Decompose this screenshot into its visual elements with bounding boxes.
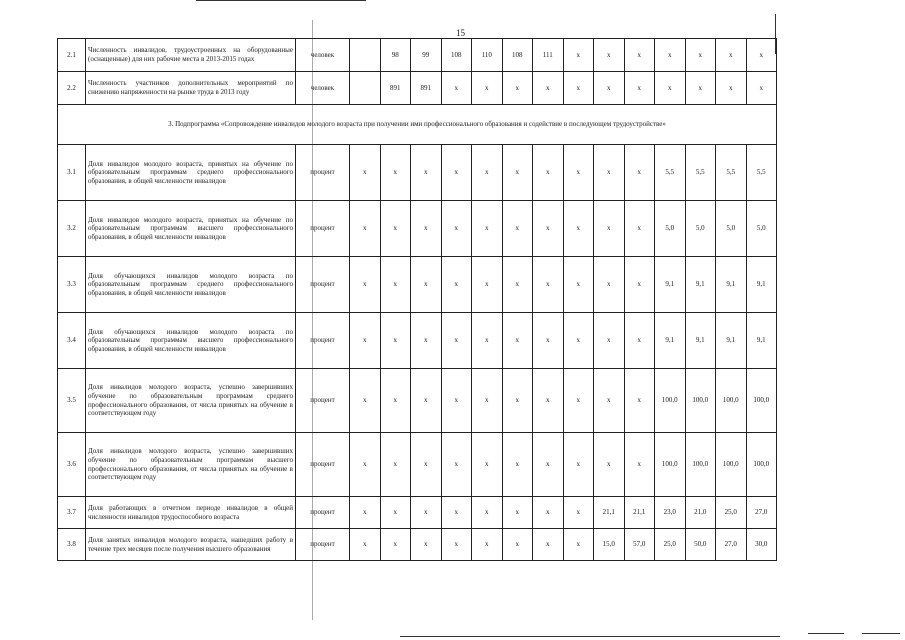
value-cell: 9,1: [716, 313, 747, 369]
indicator-name: Численность участников дополнительных мероприятий по снижению напряженности на рынке труда в 2013 году: [86, 72, 296, 105]
indicator-name: Доля инвалидов молодого возраста, успешно завершивших обучение по образовательным программам среднего профессионального образования, от числа принятых на обучение в соответствующем году: [86, 369, 296, 433]
table-body: [58, 39, 777, 561]
value-cell: х: [624, 39, 655, 72]
value-cell: х: [563, 72, 594, 105]
value-cell: 99: [411, 39, 442, 72]
value-cell: х: [624, 369, 655, 433]
table-row: [58, 39, 777, 72]
value-cell: 891: [380, 72, 411, 105]
value-cell: 891: [411, 72, 442, 105]
indicator-name: Доля работающих в отчетном периоде инвалидов в общей численности инвалидов трудоспособного возраста: [86, 497, 296, 529]
value-cell: х: [380, 369, 411, 433]
value-cell: х: [441, 369, 472, 433]
value-cell: 9,1: [685, 313, 716, 369]
value-cell: х: [533, 497, 564, 529]
value-cell: 57,0: [624, 529, 655, 561]
value-cell: 5,0: [685, 201, 716, 257]
row-number: 3.6: [58, 433, 86, 497]
value-cell: х: [411, 257, 442, 313]
value-cell: х: [746, 39, 777, 72]
value-cell: [350, 72, 381, 105]
row-number: 3.3: [58, 257, 86, 313]
value-cell: х: [411, 369, 442, 433]
value-cell: х: [685, 39, 716, 72]
value-cell: 108: [502, 39, 533, 72]
unit: процент: [296, 257, 350, 313]
value-cell: х: [594, 369, 625, 433]
value-cell: 15,0: [594, 529, 625, 561]
value-cell: х: [716, 72, 747, 105]
table-row: [58, 369, 777, 433]
unit: человек: [296, 72, 350, 105]
value-cell: х: [502, 433, 533, 497]
value-cell: 100,0: [685, 369, 716, 433]
value-cell: 9,1: [746, 313, 777, 369]
value-cell: 9,1: [655, 313, 686, 369]
value-cell: 110: [472, 39, 503, 72]
value-cell: 100,0: [716, 369, 747, 433]
value-cell: х: [563, 497, 594, 529]
value-cell: 30,0: [746, 529, 777, 561]
indicator-name: Доля инвалидов молодого возраста, успешно завершивших обучение по образовательным программам высшего профессионального образования, от числа принятых на обучение в соответствующем году: [86, 433, 296, 497]
unit: процент: [296, 145, 350, 201]
value-cell: х: [533, 313, 564, 369]
value-cell: х: [380, 145, 411, 201]
value-cell: 111: [533, 39, 564, 72]
value-cell: х: [350, 201, 381, 257]
value-cell: х: [380, 313, 411, 369]
value-cell: х: [441, 433, 472, 497]
indicator-name: Доля обучающихся инвалидов молодого возраста по образовательным программам среднего профессионального образования, в общей численности инвалидов: [86, 257, 296, 313]
scan-artifact-bottom: [400, 636, 780, 637]
value-cell: х: [685, 72, 716, 105]
value-cell: х: [533, 433, 564, 497]
value-cell: х: [502, 529, 533, 561]
row-number: 3.7: [58, 497, 86, 529]
value-cell: 98: [380, 39, 411, 72]
value-cell: х: [441, 497, 472, 529]
value-cell: х: [594, 145, 625, 201]
value-cell: х: [563, 369, 594, 433]
value-cell: 100,0: [655, 369, 686, 433]
value-cell: х: [441, 145, 472, 201]
value-cell: 100,0: [716, 433, 747, 497]
value-cell: х: [441, 201, 472, 257]
value-cell: х: [350, 313, 381, 369]
scan-artifact-bottom-right-2: [862, 633, 900, 634]
value-cell: х: [502, 145, 533, 201]
unit: процент: [296, 369, 350, 433]
value-cell: х: [441, 529, 472, 561]
value-cell: [350, 39, 381, 72]
value-cell: 23,0: [655, 497, 686, 529]
value-cell: х: [380, 497, 411, 529]
value-cell: х: [502, 497, 533, 529]
value-cell: х: [563, 529, 594, 561]
value-cell: 25,0: [655, 529, 686, 561]
unit: процент: [296, 313, 350, 369]
value-cell: 5,5: [655, 145, 686, 201]
table-row: [58, 313, 777, 369]
value-cell: х: [594, 433, 625, 497]
table-row: [58, 201, 777, 257]
indicator-name: Доля занятых инвалидов молодого возраста, нашедших работу в течение трех месяцев после получения высшего образования: [86, 529, 296, 561]
value-cell: х: [472, 433, 503, 497]
value-cell: х: [655, 39, 686, 72]
value-cell: х: [716, 39, 747, 72]
value-cell: х: [563, 433, 594, 497]
value-cell: х: [472, 497, 503, 529]
value-cell: 5,5: [685, 145, 716, 201]
section-title: 3. Подпрограмма «Сопровождение инвалидов молодого возраста при получении ими профессионального образования и содействие в последующем трудоустройстве»: [58, 105, 777, 145]
value-cell: х: [350, 529, 381, 561]
row-number: 2.1: [58, 39, 86, 72]
value-cell: х: [350, 257, 381, 313]
value-cell: х: [411, 497, 442, 529]
value-cell: х: [472, 72, 503, 105]
value-cell: х: [350, 497, 381, 529]
value-cell: х: [563, 39, 594, 72]
row-number: 3.4: [58, 313, 86, 369]
value-cell: х: [380, 201, 411, 257]
value-cell: х: [350, 433, 381, 497]
value-cell: 5,0: [746, 201, 777, 257]
value-cell: 5,5: [746, 145, 777, 201]
value-cell: х: [502, 72, 533, 105]
unit: процент: [296, 529, 350, 561]
value-cell: х: [380, 433, 411, 497]
value-cell: х: [472, 257, 503, 313]
value-cell: х: [411, 529, 442, 561]
value-cell: х: [563, 257, 594, 313]
row-number: 3.1: [58, 145, 86, 201]
table-row: [58, 72, 777, 105]
unit: процент: [296, 201, 350, 257]
scan-artifact-top: [196, 0, 366, 1]
unit: процент: [296, 433, 350, 497]
value-cell: х: [533, 529, 564, 561]
table-row: [58, 257, 777, 313]
value-cell: х: [502, 257, 533, 313]
value-cell: х: [563, 145, 594, 201]
value-cell: х: [411, 145, 442, 201]
value-cell: 21,1: [624, 497, 655, 529]
value-cell: х: [533, 72, 564, 105]
table-row: [58, 145, 777, 201]
row-number: 3.5: [58, 369, 86, 433]
value-cell: х: [502, 313, 533, 369]
value-cell: х: [594, 313, 625, 369]
section-row: [58, 105, 777, 145]
value-cell: х: [380, 257, 411, 313]
value-cell: х: [624, 313, 655, 369]
value-cell: 25,0: [716, 497, 747, 529]
value-cell: х: [411, 433, 442, 497]
value-cell: 108: [441, 39, 472, 72]
value-cell: 27,0: [746, 497, 777, 529]
value-cell: х: [624, 433, 655, 497]
row-number: 3.2: [58, 201, 86, 257]
row-number: 3.8: [58, 529, 86, 561]
unit: человек: [296, 39, 350, 72]
value-cell: х: [472, 145, 503, 201]
value-cell: х: [441, 313, 472, 369]
indicator-name: Доля инвалидов молодого возраста, принятых на обучение по образовательным программам высшего профессионального образования, в общей численности инвалидов: [86, 201, 296, 257]
value-cell: 27,0: [716, 529, 747, 561]
value-cell: х: [441, 257, 472, 313]
value-cell: х: [594, 39, 625, 72]
value-cell: х: [655, 72, 686, 105]
value-cell: х: [746, 72, 777, 105]
value-cell: х: [350, 369, 381, 433]
value-cell: 50,0: [685, 529, 716, 561]
table-row: [58, 433, 777, 497]
value-cell: х: [624, 72, 655, 105]
value-cell: х: [411, 313, 442, 369]
value-cell: х: [594, 257, 625, 313]
value-cell: 9,1: [655, 257, 686, 313]
table-row: [58, 529, 777, 561]
value-cell: х: [502, 201, 533, 257]
indicator-name: Доля обучающихся инвалидов молодого возраста по образовательным программам высшего профессионального образования, в общей численности инвалидов: [86, 313, 296, 369]
value-cell: 100,0: [685, 433, 716, 497]
value-cell: 5,0: [716, 201, 747, 257]
value-cell: 100,0: [655, 433, 686, 497]
table-row: [58, 497, 777, 529]
value-cell: х: [441, 72, 472, 105]
value-cell: х: [533, 257, 564, 313]
value-cell: х: [624, 201, 655, 257]
value-cell: х: [533, 145, 564, 201]
value-cell: х: [472, 201, 503, 257]
value-cell: 9,1: [746, 257, 777, 313]
indicator-name: Доля инвалидов молодого возраста, принятых на обучение по образовательным программам среднего профессионального образования, в общей численности инвалидов: [86, 145, 296, 201]
row-number: 2.2: [58, 72, 86, 105]
value-cell: х: [472, 313, 503, 369]
value-cell: 5,5: [716, 145, 747, 201]
value-cell: х: [624, 257, 655, 313]
page-number: 15: [456, 28, 465, 38]
value-cell: х: [380, 529, 411, 561]
indicator-name: Численность инвалидов, трудоустроенных на оборудованные (оснащенные) для них рабочие места в 2013-2015 годах: [86, 39, 296, 72]
indicators-table: [57, 38, 777, 561]
value-cell: х: [563, 201, 594, 257]
value-cell: х: [502, 369, 533, 433]
value-cell: 100,0: [746, 369, 777, 433]
value-cell: х: [472, 369, 503, 433]
value-cell: 100,0: [746, 433, 777, 497]
unit: процент: [296, 497, 350, 529]
value-cell: х: [350, 145, 381, 201]
value-cell: х: [472, 529, 503, 561]
value-cell: 9,1: [685, 257, 716, 313]
value-cell: х: [594, 72, 625, 105]
value-cell: х: [563, 313, 594, 369]
value-cell: 9,1: [716, 257, 747, 313]
scan-artifact-bottom-right: [808, 633, 844, 634]
value-cell: х: [594, 201, 625, 257]
value-cell: 21,1: [594, 497, 625, 529]
value-cell: 21,0: [685, 497, 716, 529]
value-cell: 5,0: [655, 201, 686, 257]
value-cell: х: [624, 145, 655, 201]
value-cell: х: [411, 201, 442, 257]
value-cell: х: [533, 201, 564, 257]
value-cell: х: [533, 369, 564, 433]
